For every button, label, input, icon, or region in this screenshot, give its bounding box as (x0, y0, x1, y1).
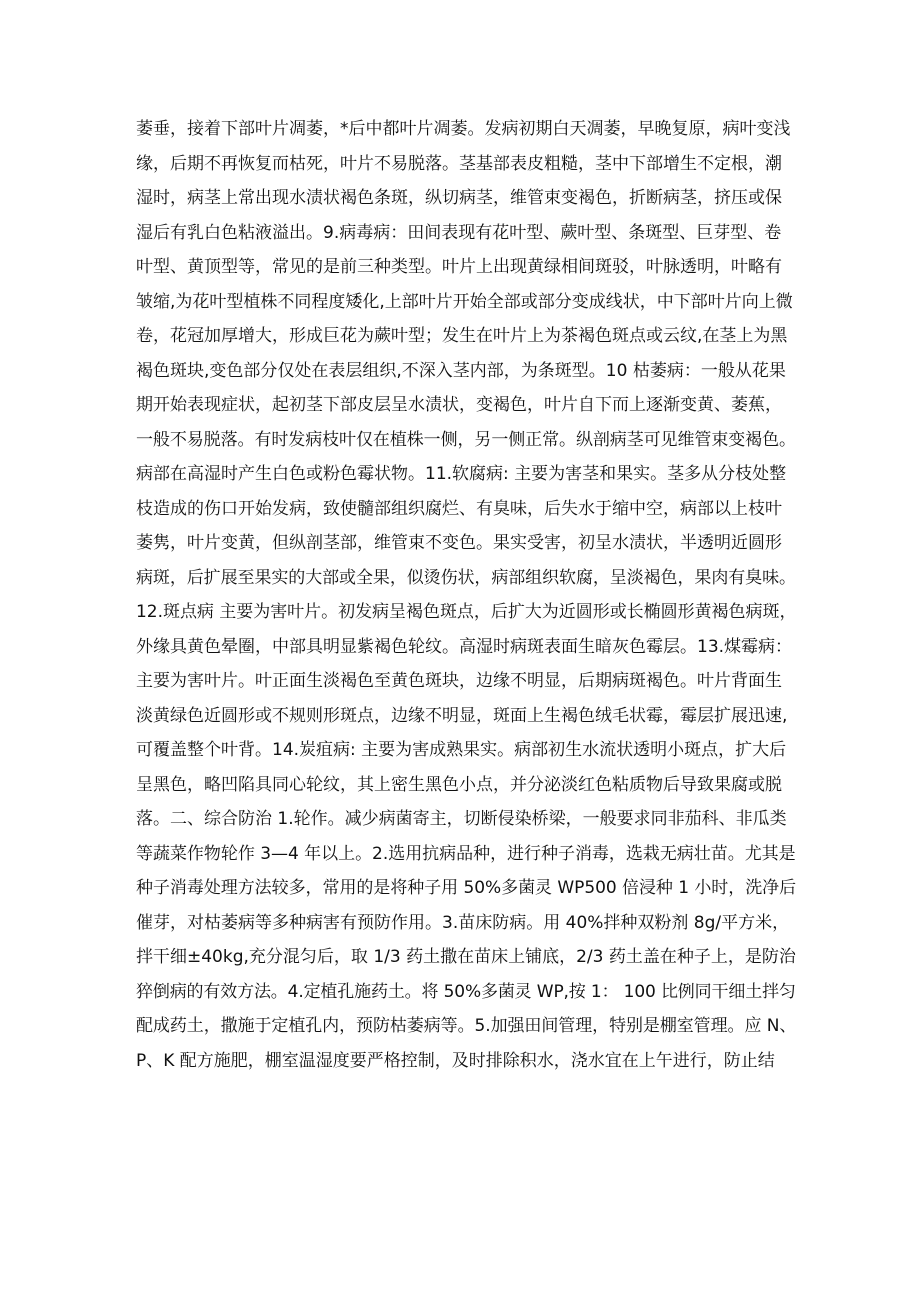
text-line: 等蔬菜作物轮作 3—4 年以上。2.选用抗病品种，进行种子消毒，选栽无病壮苗。尤其是 (136, 843, 796, 864)
text-line: 种子消毒处理方法较多，常用的是将种子用 50%多菌灵 WP500 倍浸种 1 小时，洗净后 (136, 878, 797, 898)
text-line: 拌干细±40kg,充分混匀后，取 1/3 药土撒在苗床上铺底，2/3 药土盖在种子上，是防治 (136, 947, 796, 967)
text-line: 湿后有乳白色粘液溢出。9.病毒病：田间表现有花叶型、蕨叶型、条斑型、巨芽型、卷 (136, 222, 782, 243)
text-line: 病部在高湿时产生白色或粉色霉状物。11.软腐病: 主要为害茎和果实。茎多从分枝处整 (136, 464, 787, 484)
text-line: 催芽，对枯萎病等多种病害有预防作用。3.苗床防病。用 40%拌种双粉剂 8g/平方米， (136, 912, 790, 933)
text-line: 缘，后期不再恢复而枯死，叶片不易脱落。茎基部表皮粗糙，茎中下部增生不定根，潮 (136, 153, 782, 174)
text-line: 褐色斑块,变色部分仅处在表层组织,不深入茎内部，为条斑型。10 枯萎病：一般从花果 (136, 360, 786, 381)
text-line: 落。二、综合防治 1.轮作。减少病菌寄主，切断侵染桥梁，一般要求同非茄科、非瓜类 (136, 809, 787, 829)
text-line: 叶型、黄顶型等，常见的是前三种类型。叶片上出现黄绿相间斑驳，叶脉透明，叶略有 (136, 257, 782, 277)
body-text (136, 112, 796, 1078)
text-line: 一般不易脱落。有时发病枝叶仅在植株一侧，另一侧正常。纵剖病茎可见维管束变褐色。 (136, 429, 796, 450)
text-line: 淡黄绿色近圆形或不规则形斑点，边缘不明显，斑面上生褐色绒毛状霉，霉层扩展迅速, (136, 705, 788, 726)
text-line: 配成药土，撒施于定植孔内，预防枯萎病等。5.加强田间管理，特别是棚室管理。应 N、 (136, 1016, 797, 1036)
text-line: 卷，花冠加厚增大，形成巨花为蕨叶型；发生在叶片上为茶褐色斑点或云纹,在茎上为黑 (136, 326, 788, 346)
text-line: 外缘具黄色晕圈，中部具明显紫褐色轮纹。高湿时病斑表面生暗灰色霉层。13.煤霉病： (136, 636, 793, 657)
text-line: 湿时，病茎上常出现水渍状褐色条斑，纵切病茎，维管束变褐色，折断病茎，挤压或保 (136, 188, 782, 208)
text-line: 萎垂，接着下部叶片凋萎，*后中都叶片凋萎。发病初期白天凋萎，早晚复原，病叶变浅 (136, 119, 791, 139)
text-line: 可覆盖整个叶背。14.炭疽病: 主要为害成熟果实。病部初生水流状透明小斑点，扩大后 (136, 740, 787, 760)
text-line: P、K 配方施肥，棚室温湿度要严格控制，及时排除积水，浇水宜在上午进行，防止结 (136, 1050, 775, 1071)
text-line: 枝造成的伤口开始发病，致使髓部组织腐烂、有臭味，后失水于缩中空，病部以上枝叶 (136, 498, 782, 519)
text-line: 12.斑点病 主要为害叶片。初发病呈褐色斑点，后扩大为近圆形或长椭圆形黄褐色病斑， (136, 602, 797, 622)
text-line: 呈黑色，略凹陷具同心轮纹，其上密生黑色小点，并分泌淡红色粘质物后导致果腐或脱 (136, 774, 782, 795)
text-line: 皱缩,为花叶型植株不同程度矮化,上部叶片开始全部或部分变成线状，中下部叶片向上微 (136, 291, 793, 312)
text-line: 期开始表现症状，起初茎下部皮层呈水渍状，变褐色，叶片自下而上逐渐变黄、萎蕉， (136, 395, 782, 415)
text-line: 病斑，后扩展至果实的大部或全果，似烫伤状，病部组织软腐，呈淡褐色，果肉有臭味。 (136, 567, 796, 588)
text-line: 萎隽，叶片变黄，但纵剖茎部，维管束不变色。果实受害，初呈水渍状，半透明近圆形 (136, 533, 782, 553)
text-line: 猝倒病的有效方法。4.定植孔施药土。将 50%多菌灵 WP,按 1： 100 比例同干细土拌匀 (136, 981, 796, 1002)
text-line: 主要为害叶片。叶正面生淡褐色至黄色斑块，边缘不明显，后期病斑褐色。叶片背面生 (136, 671, 782, 691)
